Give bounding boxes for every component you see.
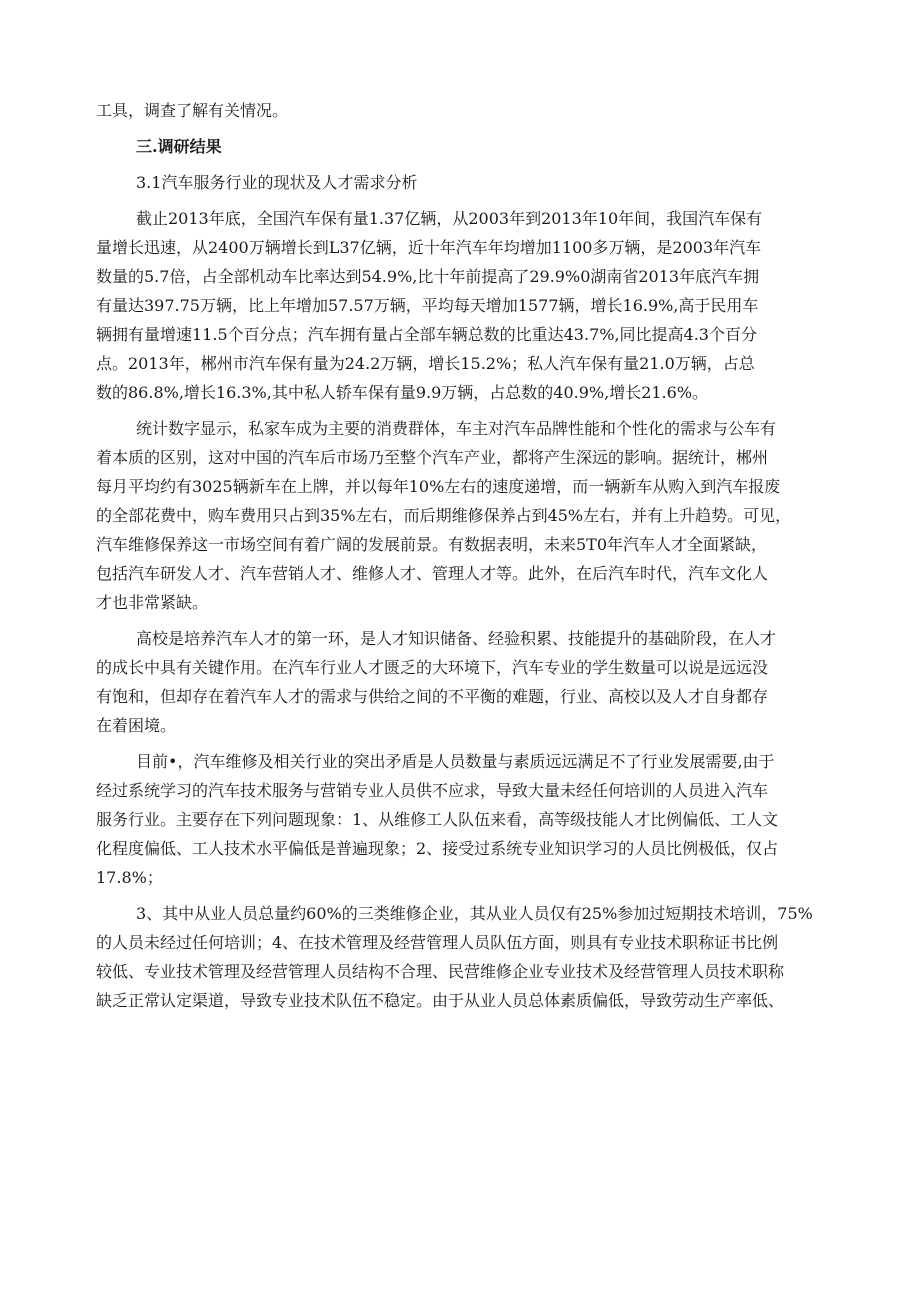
paragraph-workforce-training (96, 899, 820, 1015)
subsection-heading: 3.1汽车服务行业的现状及人才需求分析 (136, 173, 418, 192)
text-line: 化程度偏低、工人技术水平偏低是普遍现象；2、接受过系统专业知识学习的人员比例极低，仅占 (96, 839, 779, 858)
text-line: 辆拥有量增速11.5个百分点；汽车拥有量占全部车辆总数的比重达43.7%,同比提高4.3个百分 (96, 325, 757, 344)
text-line: 量增长迅速，从2400万辆增长到L37亿辆，近十年汽车年均增加1100多万辆，是2003年汽车 (96, 238, 762, 257)
text-line: 在着困境。 (96, 716, 177, 735)
text-line: 缺乏正常认定渠道，导致专业技术队伍不稳定。由于从业人员总体素质偏低，导致劳动生产率低、 (96, 991, 785, 1010)
text-line: 包括汽车研发人才、汽车营销人才、维修人才、管理人才等。此外，在后汽车时代，汽车文化人 (96, 564, 769, 583)
text-line: 3、其中从业人员总量约60%的三类维修企业，其从业人员仅有25%参加过短期技术培训，75% (136, 904, 813, 923)
paragraph-vehicle-statistics (96, 204, 820, 407)
text-line: 数量的5.7倍，占全部机动车比率达到54.9%,比十年前提高了29.9%0湖南省2013年底汽车拥 (96, 267, 760, 286)
document-page (96, 96, 820, 1022)
text-line: 的成长中具有关键作用。在汽车行业人才匮乏的大环境下，汽车专业的学生数量可以说是远远没 (96, 658, 769, 677)
text-line: 点。2013年，郴州市汽车保有量为24.2万辆，增长15.2%；私人汽车保有量21.0万辆，占总 (96, 354, 755, 373)
section-heading-block (96, 132, 820, 161)
text-line: 目前•，汽车维修及相关行业的突出矛盾是人员数量与素质远远满足不了行业发展需要,由于 (136, 752, 775, 771)
text-line: 有饱和，但却存在着汽车人才的需求与供给之间的不平衡的难题，行业、高校以及人才自身都存 (96, 687, 769, 706)
text-line: 每月平均约有3025辆新车在上牌，并以每年10%左右的速度递增，而一辆新车从购入到汽车报废 (96, 477, 781, 496)
subsection-heading-block (96, 168, 820, 197)
paragraph-consumer-trends (96, 414, 820, 617)
text-line: 着本质的区别，这对中国的汽车后市场乃至整个汽车产业，都将产生深远的影响。据统计，郴州 (96, 448, 769, 467)
text-line: 汽车维修保养这一市场空间有着广阔的发展前景。有数据表明，未来5T0年汽车人才全面紧缺， (96, 535, 768, 554)
section-heading: 三.调研结果 (136, 137, 222, 156)
text-line: 才也非常紧缺。 (96, 593, 209, 612)
text-line: 统计数字显示，私家车成为主要的消费群体，车主对汽车品牌性能和个性化的需求与公车有 (136, 419, 777, 438)
text-line: 17.8%； (96, 868, 163, 887)
text-line: 较低、专业技术管理及经营管理人员结构不合理、民营维修企业专业技术及经营管理人员技术职称 (96, 962, 785, 981)
text-line: 工具，调查了解有关情况。 (96, 101, 289, 120)
text-line: 服务行业。主要存在下列问题现象：1、从维修工人队伍来看，高等级技能人才比例偏低、工人文 (96, 810, 779, 829)
text-line: 有量达397.75万辆，比上年增加57.57万辆，平均每天增加1577辆，增长16.9%,高于民用车 (96, 296, 759, 315)
text-line: 的人员未经过任何培训；4、在技术管理及经营管理人员队伍方面，则具有专业技术职称证书比例 (96, 933, 779, 952)
text-line: 的全部花费中，购车费用只占到35%左右，而后期维修保养占到45%左右，并有上升趋势。可见， (96, 506, 792, 525)
text-line: 高校是培养汽车人才的第一环，是人才知识储备、经验积累、技能提升的基础阶段，在人才 (136, 629, 777, 648)
paragraph-industry-problems (96, 747, 820, 892)
text-line: 数的86.8%,增长16.3%,其中私人轿车保有量9.9万辆，占总数的40.9%,增长21.6%。 (96, 383, 709, 402)
text-line: 经过系统学习的汽车技术服务与营销专业人员供不应求，导致大量未经任何培训的人员进入汽车 (96, 781, 769, 800)
intro-paragraph (96, 96, 820, 125)
paragraph-universities (96, 624, 820, 740)
text-line: 截止2013年底，全国汽车保有量1.37亿辆，从2003年到2013年10年间，我国汽车保有 (136, 209, 763, 228)
